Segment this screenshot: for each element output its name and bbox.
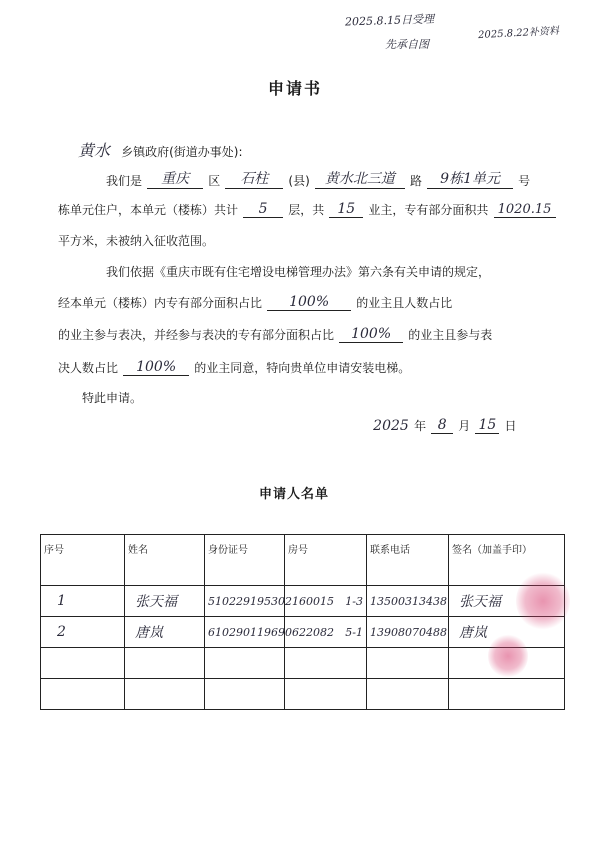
number-blank [427,168,513,189]
number-suffix: 号 [518,174,531,188]
district-value: 重庆 [161,171,190,187]
unit-prefix: 栋单元住户，本单元（楼栋）共计 [58,203,239,217]
row-room: 1-3 [285,586,367,617]
row-room: 5-1 [285,617,367,648]
document-title: 申请书 [268,79,323,98]
township-suffix: 乡镇政府(街道办事处): [121,145,243,159]
header-name: 姓名 [125,535,205,586]
fingerprint-stamp [488,634,528,678]
county-blank [225,168,283,189]
table-row [41,648,565,679]
county-value: 石柱 [240,171,269,187]
basis-line-2b: 的业主且人数占比 [356,296,453,310]
owners-value: 15 [337,201,356,217]
closing-text: 特此申请。 [82,391,143,405]
table-header-row [41,535,565,586]
table-row [41,679,565,710]
day-suffix: 日 [504,419,517,433]
township-handwritten: 黄水 [78,141,111,160]
table-row [41,617,565,648]
floors-value: 5 [258,201,268,217]
year-blank [373,415,409,434]
area-blank [494,198,556,218]
basis-line-3 [58,323,492,343]
basis-line-3a: 的业主参与表决，并经参与表决的专有部分面积占比 [58,328,335,342]
applicant-table [40,534,565,710]
row-index: 2 [41,617,125,648]
row-id [205,648,285,679]
basis-line-4 [58,356,410,376]
header-id: 身份证号 [205,535,285,586]
supplement-note: 2025.8.22补资料 [477,25,560,42]
pct1-value: 100% [289,294,330,310]
row-id: 610290119690622082 [205,617,285,648]
basis-line-1: 我们依据《重庆市既有住宅增设电梯管理办法》第六条有关申请的规定， [106,265,491,279]
month-value: 8 [437,417,447,433]
address-prefix: 我们是 [106,174,143,188]
row-room [285,648,367,679]
row-name: 张天福 [125,586,205,617]
district-suffix: 区 [208,174,221,188]
addressee-line [78,138,243,158]
owners-blank [329,198,363,218]
received-note: 2025.8.15日受理 [344,12,435,29]
floors-blank [243,198,283,218]
road-blank [315,168,405,189]
year-suffix: 年 [414,419,427,433]
pct2-value: 100% [351,326,392,342]
row-phone: 13500313438 [367,586,449,617]
county-suffix: (县) [288,174,310,188]
row-name [125,648,205,679]
row-phone [367,648,449,679]
area-unit-line: 平方米，未被纳入征收范围。 [58,234,215,248]
row-id: 510229195302160015 [205,586,285,617]
pct1-blank [267,291,351,311]
row-signature: 张天福 [449,586,565,617]
basis-line-4b: 的业主同意，特向贵单位申请安装电梯。 [194,361,411,375]
row-index [41,648,125,679]
basis-line-3b: 的业主且参与表 [408,328,493,342]
unit-line [58,198,556,218]
header-signature: 签名（加盖手印） [449,535,565,586]
number-value: 9栋1单元 [440,171,500,187]
pct3-blank [123,356,189,376]
month-blank [431,414,453,434]
signing-date [373,414,517,434]
road-suffix: 路 [409,174,422,188]
basis-line-2 [58,291,452,311]
row-index: 1 [41,586,125,617]
day-value: 15 [478,417,497,433]
roster-title: 申请人名单 [259,487,330,502]
pct3-value: 100% [136,359,177,375]
month-suffix: 月 [458,419,471,433]
row-room [285,679,367,710]
basis-line-4a: 决人数占比 [58,361,119,375]
floors-suffix: 层，共 [288,203,325,217]
row-signature: 唐岚 [449,617,565,648]
row-phone: 13908070488 [367,617,449,648]
owners-suffix: 业主，专有部分面积共 [368,203,489,217]
header-phone: 联系电话 [367,535,449,586]
table-row [41,586,565,617]
road-value: 黄水北三道 [324,171,395,187]
materials-note: 先承自图 [385,38,429,51]
row-id [205,679,285,710]
fingerprint-stamp [516,572,570,630]
header-index: 序号 [41,535,125,586]
row-index [41,679,125,710]
year-value: 2025 [373,418,409,434]
area-value: 1020.15 [497,202,552,217]
row-name: 唐岚 [125,617,205,648]
header-room: 房号 [285,535,367,586]
pct2-blank [339,323,403,343]
basis-line-2a: 经本单元（楼栋）内专有部分面积占比 [58,296,263,310]
row-signature [449,679,565,710]
address-line [106,168,530,188]
row-phone [367,679,449,710]
district-blank [147,168,203,189]
day-blank [475,414,499,434]
row-name [125,679,205,710]
